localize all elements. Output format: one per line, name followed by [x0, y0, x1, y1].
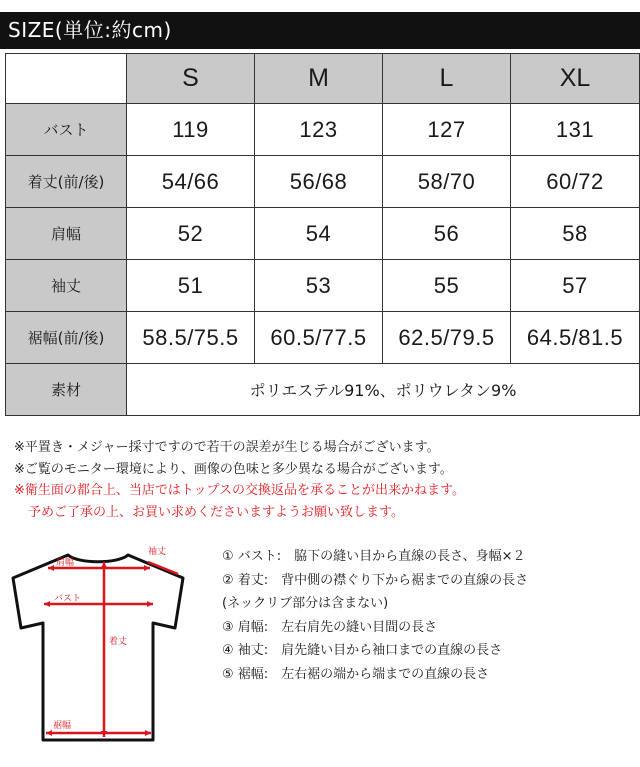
material-value: ポリエステル91%、ポリウレタン9% [127, 364, 640, 416]
hem-label: 裾幅 [53, 721, 72, 731]
sleeve-label: 袖丈 [148, 547, 167, 557]
table-cell: 119 [127, 104, 255, 156]
column-header-xl: XL [511, 54, 640, 104]
shoulder-label: 肩幅 [56, 558, 75, 568]
table-row [6, 260, 640, 312]
table-row [6, 208, 640, 260]
tshirt-measurement-diagram [8, 540, 213, 760]
table-cell: 57 [511, 260, 640, 312]
table-cell: 58/70 [383, 156, 511, 208]
table-row [6, 312, 640, 364]
column-header-s: S [127, 54, 255, 104]
table-header-row [6, 54, 640, 104]
row-label: 着丈(前/後) [6, 156, 127, 208]
row-label: バスト [6, 104, 127, 156]
table-cell: 62.5/79.5 [383, 312, 511, 364]
row-label: 袖丈 [6, 260, 127, 312]
table-cell: 52 [127, 208, 255, 260]
table-cell: 54 [255, 208, 383, 260]
table-cell: 54/66 [127, 156, 255, 208]
table-cell: 131 [511, 104, 640, 156]
bust-label: バスト [54, 594, 82, 604]
legend-item-hem: ⑤ 裾幅: 左右裾の端から端までの直線の長さ [222, 666, 490, 682]
note-line: ※平置き・メジャー採寸ですので若干の誤差が生じる場合がございます。 [14, 440, 440, 455]
size-table [5, 53, 640, 416]
table-cell: 55 [383, 260, 511, 312]
table-row [6, 104, 640, 156]
table-cell: 123 [255, 104, 383, 156]
tshirt-outline [13, 555, 183, 740]
note-line: ※ご覧のモニター環境により、画像の色味と多少異なる場合がございます。 [14, 461, 453, 477]
table-cell: 64.5/81.5 [511, 312, 640, 364]
column-header-m: M [255, 54, 383, 104]
table-cell: 60.5/77.5 [255, 312, 383, 364]
table-row [6, 156, 640, 208]
table-cell: 58.5/75.5 [127, 312, 255, 364]
row-label: 肩幅 [6, 208, 127, 260]
measurement-legend [222, 545, 528, 686]
row-label: 裾幅(前/後) [6, 312, 127, 364]
notes-block [14, 437, 465, 523]
table-cell: 51 [127, 260, 255, 312]
length-label: 着丈 [109, 637, 128, 647]
table-cell: 56/68 [255, 156, 383, 208]
table-cell: 127 [383, 104, 511, 156]
column-header-l: L [383, 54, 511, 104]
table-corner-cell [6, 54, 127, 104]
row-label: 素材 [6, 364, 127, 416]
legend-item-length: ② 着丈: 背中側の襟ぐり下から裾までの直線の長さ [222, 572, 529, 588]
size-title: SIZE(単位:約cm) [8, 18, 172, 42]
table-cell: 53 [255, 260, 383, 312]
table-cell: 56 [383, 208, 511, 260]
table-cell: 60/72 [511, 156, 640, 208]
legend-item-sleeve: ④ 袖丈: 肩先縫い目から袖口までの直線の長さ [222, 643, 503, 658]
legend-item-length-note: (ネックリブ部分は含まない) [222, 596, 389, 611]
legend-item-bust: ① バスト: 脇下の縫い目から直線の長さ、身幅×２ [222, 549, 526, 564]
warning-note-line: 予めご了承の上、お買い求めくださいますようお願い致します。 [28, 504, 404, 520]
legend-item-shoulder: ③ 肩幅: 左右肩先の縫い目間の長さ [222, 619, 438, 635]
size-title-bar [0, 12, 640, 49]
warning-note-line: ※衛生面の都合上、当店ではトップスの交換返品を承ることが出来かねます。 [14, 483, 465, 498]
table-cell: 58 [511, 208, 640, 260]
table-row-material [6, 364, 640, 416]
